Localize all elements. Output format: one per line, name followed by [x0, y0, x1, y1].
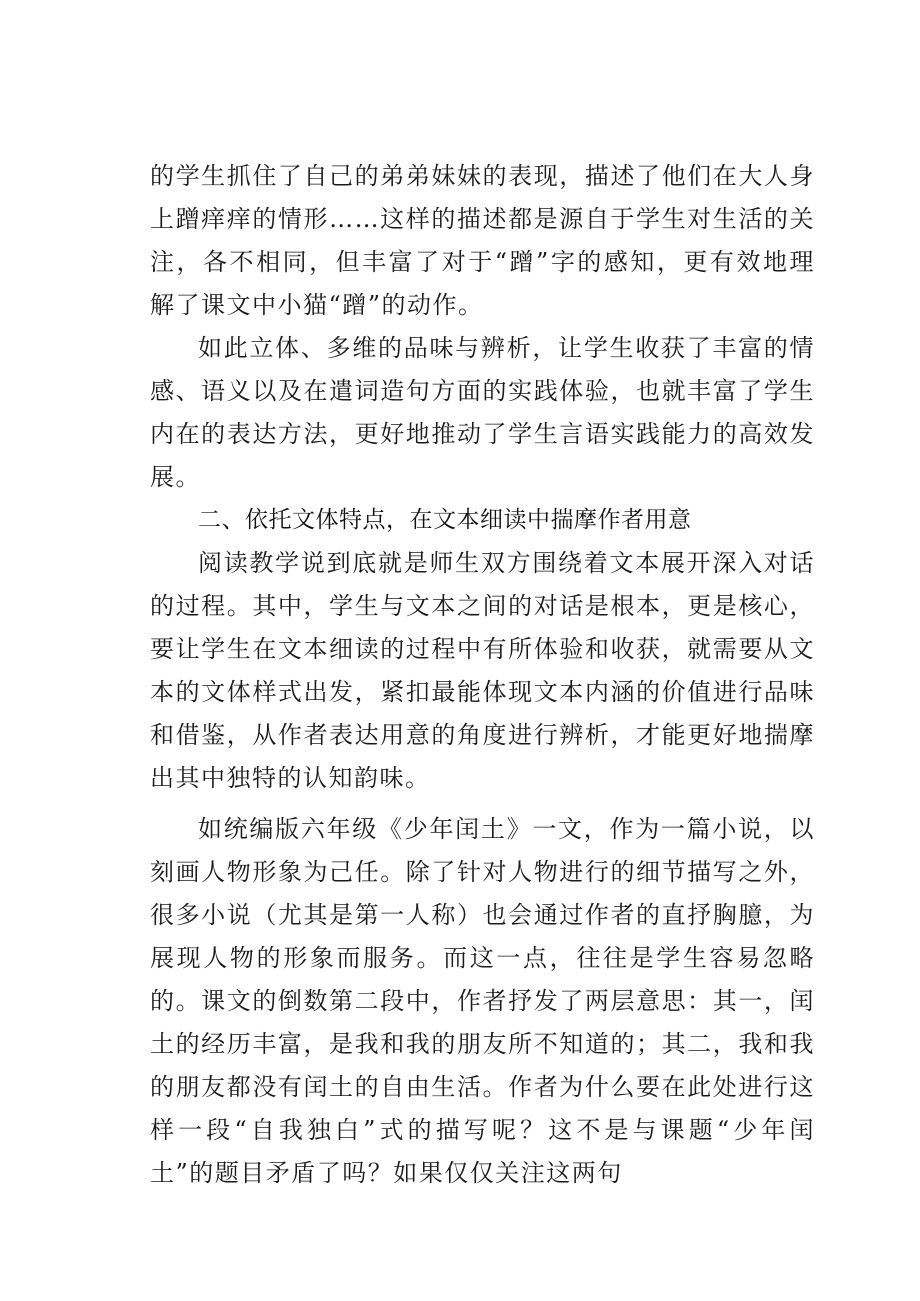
section-heading: 二、依托文体特点，在文本细读中揣摩作者用意: [198, 507, 692, 533]
paragraph: 阅读教学说到底就是师生双方围绕着文本展开深入对话的过程。其中，学生与文本之间的对话是根本，更是核心，要让学生在文本细读的过程中有所体验和收获，就需要从文本的文体样式出发，紧扣最能体现文本内涵的价值进行品味和借鉴，从作者表达用意的角度进行辨析，才能更好地揣摩出其中独特的认知韵味。: [150, 549, 815, 792]
paragraph-spacer: [150, 800, 815, 808]
paragraph-continuation: 的学生抓住了自己的弟弟妹妹的表现，描述了他们在大人身上蹭痒痒的情形……这样的描述都是源自于学生对生活的关注，各不相同，但丰富了对于“蹭”字的感知，更有效地理解了课文中小猫“蹭”的动作。: [150, 162, 815, 319]
paragraph: 如此立体、多维的品味与辨析，让学生收获了丰富的情感、语义以及在遣词造句方面的实践体验，也就丰富了学生内在的表达方法，更好地推动了学生言语实践能力的高效发展。: [150, 334, 815, 491]
paragraph: 如统编版六年级《少年闰土》一文，作为一篇小说，以刻画人物形象为己任。除了针对人物进行的细节描写之外，很多小说（尤其是第一人称）也会通过作者的直抒胸臆，为展现人物的形象而服务。而这一点，往往是学生容易忽略的。课文的倒数第二段中，作者抒发了两层意思：其一，闰土的经历丰富，是我和我的朋友所不知道的；其二，我和我的朋友都没有闰土的自由生活。作者为什么要在此处进行这样一段“自我独白”式的描写呢？这不是与课题“少年闰土”的题目矛盾了吗？如果仅仅关注这两句: [150, 815, 815, 1187]
document-body: [150, 155, 815, 1195]
